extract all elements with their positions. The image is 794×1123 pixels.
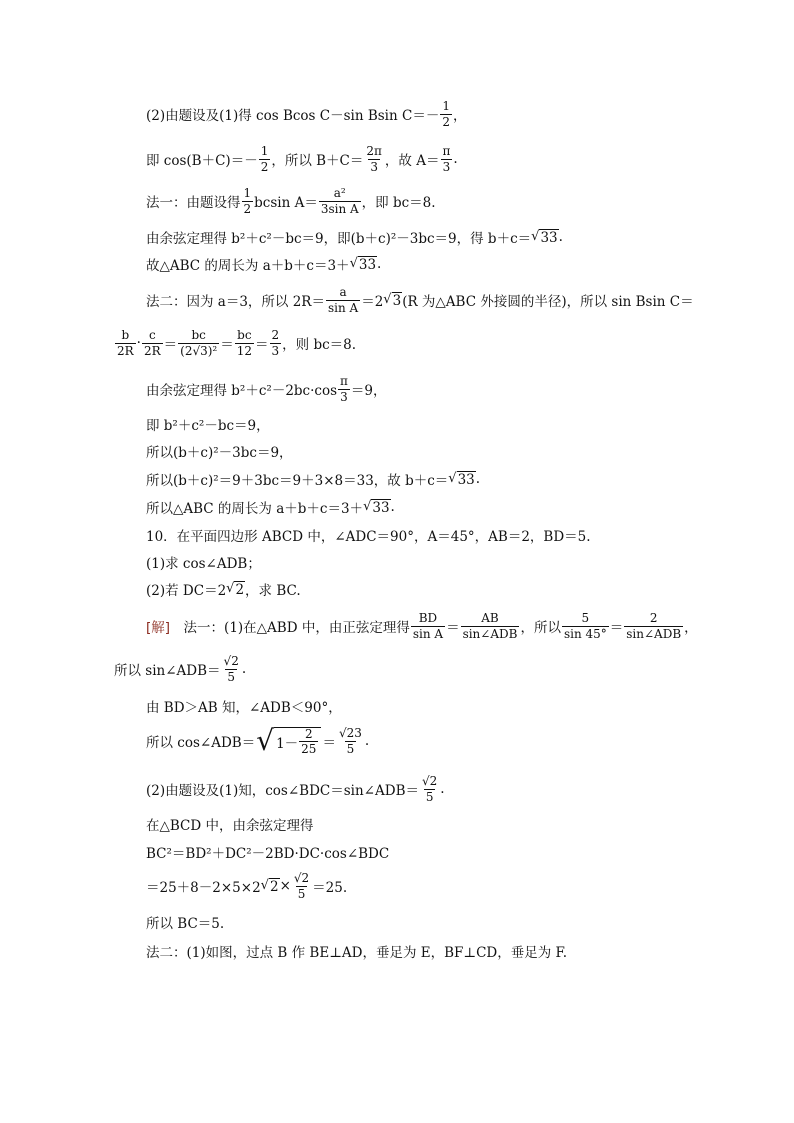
fraction-denominator: 5 [425,789,434,804]
text-line [146,187,436,215]
fraction [235,329,254,357]
text-run: 所以(b＋c)²－3bc＝9， [146,445,293,461]
text-run: ＝25. [312,880,348,897]
text-line [146,724,370,758]
text-run: (2)由题设及(1)得 cos Bcos C－sin Bsin C＝－ [146,108,440,125]
fraction-denominator: sin∠ADB [626,626,682,641]
text-line [146,286,694,314]
fraction [178,329,219,357]
text-run: 由余弦定理得 b²＋c²－bc＝9，即(b＋c)²－3bc＝9，得 b＋c＝ [146,231,532,247]
text-run: 由余弦定理得 b²＋c²－2bc·cos [146,383,338,400]
text-run: ， [452,108,467,125]
square-root-large [256,724,321,758]
text-run: (R 为△ABC 外接圆的半径)，所以 sin Bsin C＝ [402,294,694,311]
fraction [364,145,384,173]
radicand [274,727,321,756]
square-root [383,292,402,309]
fraction-denominator: sin∠ADB [462,626,518,641]
fraction [624,612,683,640]
text-line [146,497,395,517]
fraction-denominator: 12 [236,343,253,358]
fraction-denominator: 3 [370,159,378,174]
radical-sign: √ [349,255,358,271]
text-run: ，所以 [520,620,561,637]
square-root [261,878,280,895]
fraction [292,872,311,900]
text-run: . [558,229,563,245]
text-run: 故△ABC 的周长为 a＋b＋c＝3＋ [146,258,350,274]
fraction-numerator: 2 [649,611,658,625]
fraction [440,145,452,173]
text-run: . [377,256,382,272]
fraction [259,145,271,173]
text-line [146,254,381,274]
fraction-denominator: (2√3)² [180,343,218,358]
fraction-denominator: 2R [117,343,134,358]
text-line [146,814,314,834]
text-run: ，即 bc＝8. [361,195,436,212]
fraction-numerator: b [121,328,130,342]
fraction-numerator: BD [418,611,438,625]
text-run: ，求 BC. [245,583,301,599]
text-line [146,525,591,545]
square-root [350,256,377,273]
fraction [326,286,360,314]
text-run: 所以 sin∠ADB＝ [114,663,221,680]
fraction [411,612,445,640]
text-run: . [453,151,458,168]
text-run: 法一：由题设得 [146,195,241,212]
text-run: ＝ [609,620,624,637]
fraction-denominator: sin A [327,300,359,315]
text-line [146,941,567,961]
square-root [226,581,245,598]
fraction-denominator: 2 [442,114,450,129]
text-run: (1)求 cos∠ADB； [146,556,261,572]
text-run: 由 BD＞AB 知，∠ADB＜90°， [146,700,342,716]
radical-sign: √ [363,498,372,514]
text-run: ＝9， [350,383,387,400]
fraction-numerator: √2 [293,871,310,885]
fraction-denominator: 3sin A [320,201,359,216]
text-run: × [279,878,291,895]
radicand: 33 [372,499,390,516]
text-line [146,375,387,403]
square-root [531,229,558,246]
fraction-numerator: a² [333,186,346,200]
text-run: ＝2 [361,294,384,311]
fraction [337,727,364,755]
text-run: 即 b²＋c²－bc＝9， [146,418,270,434]
fraction-denominator: 3 [340,389,348,404]
radicand: 33 [457,471,475,488]
text-run: ，则 bc＝8. [282,337,357,354]
text-line [146,612,698,640]
fraction [440,100,452,128]
fraction [338,375,350,403]
radicand: 33 [540,229,558,246]
text-run: ＝ [322,735,336,752]
fraction [222,655,241,683]
text-run: . [364,733,370,750]
text-line [146,842,389,862]
fraction-denominator: 2 [260,159,269,174]
radical-sign: √ [260,877,269,893]
text-run: 所以(b＋c)²＝9＋3bc＝9＋3×8＝33，故 b＋c＝ [146,473,449,489]
radical-sign: √ [448,470,457,486]
fraction-numerator: bc [237,328,252,342]
text-run: . [241,661,247,678]
fraction-numerator: 1 [260,144,269,158]
text-run: BC²＝BD²＋DC²－2BD·DC·cos∠BDC [146,846,390,862]
text-run: · [136,335,141,352]
fraction [142,329,163,357]
text-run: 10．在平面四边形 ABCD 中，∠ADC＝90°，A＝45°，AB＝2，BD＝5. [146,529,591,545]
fraction-numerator: √23 [338,726,362,740]
fraction-denominator: 5 [297,886,306,901]
text-run: 即 cos(B＋C)＝－ [146,153,258,170]
text-line [146,552,261,572]
text-line [146,469,480,489]
text-run: 法二：(1)如图，过点 B 作 BE⊥AD，垂足为 E，BF⊥CD，垂足为 F. [146,945,568,961]
text-run: . [475,471,481,487]
radical-sign: √ [531,228,540,244]
text-run: ， [684,620,698,637]
text-run: 所以△ABC 的周长为 a＋b＋c＝3＋ [146,501,364,517]
fraction-numerator: 2 [304,726,313,741]
fraction [270,329,282,357]
text-run: . [440,781,445,798]
solution-tag: [解] [146,620,171,637]
fraction-denominator: 3 [271,343,280,358]
text-run: ，故 A＝ [384,153,440,170]
radicand: 2 [235,581,245,598]
text-run: (2)由题设及(1)知，cos∠BDC＝sin∠ADB＝ [146,783,419,800]
fraction-numerator: √2 [422,774,438,788]
fraction [319,187,361,215]
fraction [115,329,136,357]
fraction [562,612,609,640]
text-line [114,329,356,357]
text-line [146,145,458,173]
text-line [146,100,466,128]
fraction-numerator: 1 [243,186,252,200]
text-run: (2)若 DC＝2 [146,583,227,599]
radicand: 2 [269,878,279,895]
fraction-denominator: 2 [243,201,252,216]
text-run: 法一：(1)在△ABD 中，由正弦定理得 [170,620,410,637]
text-run: . [390,499,395,515]
radical-sign: √ [383,291,392,307]
text-line [114,655,246,683]
fraction [461,612,520,640]
fraction-numerator: a [339,285,347,299]
text-line [146,775,445,803]
text-line [146,579,301,599]
text-run: ，所以 B＋C＝ [271,153,364,170]
fraction-numerator: c [148,328,156,342]
text-line [146,414,270,434]
text-run: 在△BCD 中，由余弦定理得 [146,818,314,834]
text-line [146,696,342,716]
fraction-numerator: 5 [581,611,590,625]
fraction-numerator: 2π [366,144,382,158]
fraction-denominator: 2R [143,343,161,358]
fraction-numerator: π [340,374,348,388]
fraction-denominator: sin A [412,626,444,641]
text-run: ＝ [255,337,269,354]
text-run: 1－ [276,735,299,752]
radicand: 33 [358,256,377,273]
fraction-denominator: sin 45° [563,626,607,641]
text-run: ＝ [163,337,178,354]
fraction-numerator: AB [481,611,499,625]
radicand: 3 [392,292,402,309]
fraction-denominator: 5 [346,741,355,756]
radical-sign: √ [226,580,235,596]
fraction [242,187,254,215]
fraction-denominator: 25 [301,742,317,757]
text-run: 所以 BC＝5. [146,916,225,932]
fraction-numerator: bc [191,328,206,342]
text-run: bcsin A＝ [254,195,318,212]
text-run: 所以 cos∠ADB＝ [146,735,256,752]
fraction-numerator: π [442,144,451,158]
text-run: 法二：因为 a＝3，所以 2R＝ [146,294,325,311]
radical-sign: √ [256,724,275,758]
fraction-numerator: 1 [442,99,450,113]
fraction-numerator: 2 [271,328,280,342]
square-root [448,471,475,488]
text-run: ＝ [446,620,460,637]
text-line [146,872,347,900]
fraction-denominator: 5 [227,669,235,684]
text-run: ＝25＋8－2×5×2 [146,880,261,897]
text-line [146,227,563,247]
text-run: ＝ [220,337,234,354]
text-line [146,912,224,932]
fraction-numerator: √2 [223,654,239,668]
square-root [363,499,390,516]
fraction [420,775,439,803]
fraction-denominator: 3 [442,159,451,174]
text-line [146,441,293,461]
fraction [299,728,318,756]
